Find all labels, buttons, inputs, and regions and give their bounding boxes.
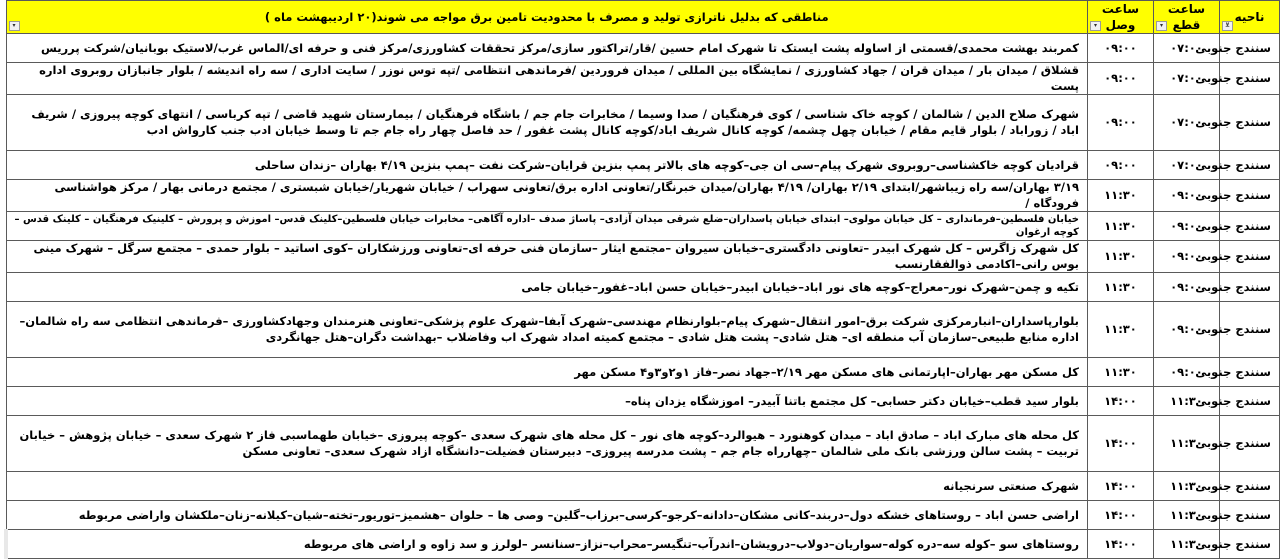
cut-time-cell[interactable]: ۰۷:۰۰ [1154, 34, 1220, 63]
areas-header-title: مناطقی که بدلیل ناترازی تولید و مصرف با محدودیت تامین برق مواجه می شوند(۲۰ اردیبهشت ماه ) [264, 9, 829, 24]
table-row [6, 34, 1280, 63]
outage-schedule-table [4, 0, 1280, 559]
table-body [6, 34, 1280, 559]
region-cell[interactable]: سنندج جنوبی [1220, 212, 1280, 241]
areas-cell[interactable]: روستاهای سو –کوله سه–دره کوله–سواریان–دولاب–درویشان–اندرآب–تنگیسر–محراب–نزاز–سنانسر –لولرز و سد زاوه و اراضی های مربوطه [6, 530, 1088, 559]
region-cell[interactable]: سنندج جنوبی [1220, 273, 1280, 302]
header-row [6, 1, 1280, 34]
region-cell[interactable]: سنندج جنوبی [1220, 501, 1280, 530]
cut-time-header-label: ساعت قطع [1167, 2, 1206, 33]
cut-time-cell[interactable]: ۰۹:۰۰ [1154, 241, 1220, 273]
filter-dropdown-icon[interactable]: ▾ [1090, 21, 1101, 31]
areas-cell[interactable]: خیابان فلسطین–فرمانداری – کل خیابان مولوی– ابتدای خیابان پاسداران–ضلع شرقی میدان آزادی– پاساژ صدف –اداره آگاهی– مخابرات خیابان فلسطین–کلینک قدس– اموزش و پرورش – کلینیک فرهنگیان – کلینک قدس –کوچه ارغوان [6, 212, 1088, 241]
areas-cell[interactable]: کل محله های مبارک اباد – صادق اباد – میدان کوهنورد – هیوالرد–کوچه های نور – کل محله های شهرک سعدی –کوچه پیروزی –خیابان طهماسبی فاز ۲ شهرک سعدی – خیابان پژوهش – خیابان تربیت – پشت سالن ورزشی بانک ملی شالمان –چهارراه جام جم – پشت مدرسه پیروزی– دبیرستان فضیلت–دانشگاه ازاد شهرک سعدی– تعاونی مسکن [6, 416, 1088, 472]
connect-time-cell[interactable]: ۰۹:۰۰ [1088, 34, 1154, 63]
region-cell[interactable]: سنندج جنوبی [1220, 34, 1280, 63]
table-row [6, 530, 1280, 559]
region-cell[interactable]: سنندج جنوبی [1220, 416, 1280, 472]
areas-cell[interactable]: تکیه و چمن–شهرک نور–معراج–کوچه های نور اباد–خیابان ابیدر–خیابان حسن اباد–غفور–خیابان جامی [6, 273, 1088, 302]
cut-time-cell[interactable]: ۱۱:۳۰ [1154, 501, 1220, 530]
column-header-cut-time [1154, 1, 1220, 34]
column-header-connect-time [1088, 1, 1154, 34]
filter-active-icon[interactable]: ⊻ [1222, 21, 1233, 31]
filter-dropdown-icon[interactable]: ▾ [1156, 21, 1167, 31]
table-row [6, 180, 1280, 212]
table-row [6, 95, 1280, 151]
cut-time-cell[interactable]: ۱۱:۳۰ [1154, 530, 1220, 559]
connect-time-cell[interactable]: ۱۴:۰۰ [1088, 387, 1154, 416]
connect-time-cell[interactable]: ۰۹:۰۰ [1088, 151, 1154, 180]
connect-time-header-label: ساعت وصل [1101, 2, 1140, 33]
table-row [6, 241, 1280, 273]
connect-time-cell[interactable]: ۱۱:۳۰ [1088, 180, 1154, 212]
connect-time-cell[interactable]: ۰۹:۰۰ [1088, 63, 1154, 95]
region-cell[interactable]: سنندج جنوبی [1220, 530, 1280, 559]
connect-time-cell[interactable]: ۱۱:۳۰ [1088, 273, 1154, 302]
region-cell[interactable]: سنندج جنوبی [1220, 302, 1280, 358]
table-row [6, 63, 1280, 95]
areas-cell[interactable]: شهرک صنعتی سرنجیانه [6, 472, 1088, 501]
cut-time-cell[interactable]: ۱۱:۳۰ [1154, 387, 1220, 416]
areas-cell[interactable]: اراضی حسن اباد – روستاهای خشکه دول–دربند–کانی مشکان–دادانه–کرجو–کرسی–برزاب–گلین– وصی ها – حلوان –هشمیز–توریور–تخته–شیان–کیلانه–زنان–ملکشان واراضی مربوطه [6, 501, 1088, 530]
region-cell[interactable]: سنندج جنوبی [1220, 151, 1280, 180]
connect-time-cell[interactable]: ۱۴:۰۰ [1088, 416, 1154, 472]
filter-dropdown-icon[interactable]: ▾ [9, 21, 20, 31]
region-cell[interactable]: سنندج جنوبی [1220, 387, 1280, 416]
region-cell[interactable]: سنندج جنوبی [1220, 358, 1280, 387]
areas-cell[interactable]: شهرک صلاح الدین / شالمان / کوچه خاک شناسی / کوی فرهنگیان / صدا وسیما / مخابرات جام جم / باشگاه فرهنگیان / بیمارستان شهید قاضی / تپه کرباسی / انتهای کوچه پیروزی / شریف اباد / زوراباد / بلوار قایم مقام / خیابان چهل چشمه/ کوچه کانال شریف اباد/کوچه کانال پشت غفور / حد فاصل چهار راه جام جم تا وسط خیابان ادب جنب کارواش ادب [6, 95, 1088, 151]
areas-cell[interactable]: کمربند بهشت محمدی/قسمتی از اساوله پشت ایستک تا شهرک امام حسین /قار/تراکتور سازی/مرکز تحققات کشاورزی/مرکز فنی و حرفه ای/الماس غرب/لاستیک بوبانیان/شرکت پرریس [6, 34, 1088, 63]
table-row [6, 358, 1280, 387]
areas-cell[interactable]: قشلاق / میدان بار / میدان قران / جهاد کشاورزی / نمایشگاه بین المللی / میدان فروردین /فرماندهی انتظامی /تپه توس نوزر / سایت اداری / سه راه اندیشه / بلوار جانبازان روبروی اداره پست [6, 63, 1088, 95]
table-row [6, 501, 1280, 530]
connect-time-cell[interactable]: ۱۱:۳۰ [1088, 241, 1154, 273]
table-row [6, 416, 1280, 472]
table-row [6, 151, 1280, 180]
region-cell[interactable]: سنندج جنوبی [1220, 180, 1280, 212]
cut-time-cell[interactable]: ۱۱:۳۰ [1154, 472, 1220, 501]
cut-time-cell[interactable]: ۰۹:۰۰ [1154, 273, 1220, 302]
cut-time-cell[interactable]: ۰۹:۰۰ [1154, 358, 1220, 387]
cut-time-cell[interactable]: ۰۷:۰۰ [1154, 95, 1220, 151]
region-cell[interactable]: سنندج جنوبی [1220, 241, 1280, 273]
connect-time-cell[interactable]: ۱۴:۰۰ [1088, 530, 1154, 559]
region-cell[interactable]: سنندج جنوبی [1220, 63, 1280, 95]
column-header-areas [6, 1, 1088, 34]
cut-time-cell[interactable]: ۱۱:۳۰ [1154, 416, 1220, 472]
connect-time-cell[interactable]: ۱۱:۳۰ [1088, 358, 1154, 387]
areas-cell[interactable]: کل شهرک زاگرس – کل شهرک ابیدر –تعاونی دادگستری–خیابان سیروان –مجتمع ایثار –سازمان فنی حرفه ای–تعاونی ورزشکاران –کوی اساتید – بلوار حمدی – مجتمع سرگل – شهرک مینی بوس رانی–اکادمی ذوالفقارنسب [6, 241, 1088, 273]
areas-cell[interactable]: کل مسکن مهر بهاران–اپارتمانی های مسکن مهر ۲/۱۹–جهاد نصر–فاز ۱و۲و۳و۴ مسکن مهر [6, 358, 1088, 387]
areas-cell[interactable]: بلوار سید قطب–خیابان دکتر حسابی– کل مجتمع باتنا آبیدر– اموزشگاه یزدان پناه– [6, 387, 1088, 416]
table-row [6, 212, 1280, 241]
areas-cell[interactable]: ۳/۱۹ بهاران/سه راه زیباشهر/ابتدای ۲/۱۹ بهاران/ ۴/۱۹ بهاران/میدان خبرنگار/تعاونی اداره برق/تعاونی سهراب / خیابان شهریار/خیابان شبستری / مجتمع درمانی بهار / مرکز هواشناسی فرودگاه / [6, 180, 1088, 212]
connect-time-cell[interactable]: ۱۱:۳۰ [1088, 302, 1154, 358]
cut-time-cell[interactable]: ۰۹:۰۰ [1154, 302, 1220, 358]
cut-time-cell[interactable]: ۰۹:۰۰ [1154, 212, 1220, 241]
connect-time-cell[interactable]: ۱۴:۰۰ [1088, 472, 1154, 501]
table-row [6, 387, 1280, 416]
table-row [6, 302, 1280, 358]
areas-cell[interactable]: بلوارپاسداران–انبارمرکزی شرکت برق–امور انتقال–شهرک پیام–بلوارنظام مهندسی–شهرک آبفا–شهرک علوم پزشکی–تعاونی هنرمندان وجهادکشاورزی –فرماندهی انتظامی سه راه شالمان–اداره منابع طبیعی–سازمان آب منطقه ای– هتل شادی– پشت هتل شادی – مجتمع کمیته امداد شهرک اب وفاضلاب –بهداشت دگران–هتل جهانگردی [6, 302, 1088, 358]
table-row [6, 472, 1280, 501]
connect-time-cell[interactable]: ۱۴:۰۰ [1088, 501, 1154, 530]
region-cell[interactable]: سنندج جنوبی [1220, 95, 1280, 151]
areas-cell[interactable]: قرادیان کوچه خاکشناسی–روبروی شهرک پیام–سی ان جی–کوچه های بالاتر پمپ بنزین قرایان–شرکت نفت –پمپ بنزین ۴/۱۹ بهاران –زندان ساحلی [6, 151, 1088, 180]
region-header-label: ناحیه [1234, 10, 1265, 25]
cut-time-cell[interactable]: ۰۹:۰۰ [1154, 180, 1220, 212]
cut-time-cell[interactable]: ۰۷:۰۰ [1154, 151, 1220, 180]
region-cell[interactable]: سنندج جنوبی [1220, 472, 1280, 501]
cut-time-cell[interactable]: ۰۷:۰۰ [1154, 63, 1220, 95]
column-header-region [1220, 1, 1280, 34]
connect-time-cell[interactable]: ۰۹:۰۰ [1088, 95, 1154, 151]
table-row [6, 273, 1280, 302]
connect-time-cell[interactable]: ۱۱:۳۰ [1088, 212, 1154, 241]
